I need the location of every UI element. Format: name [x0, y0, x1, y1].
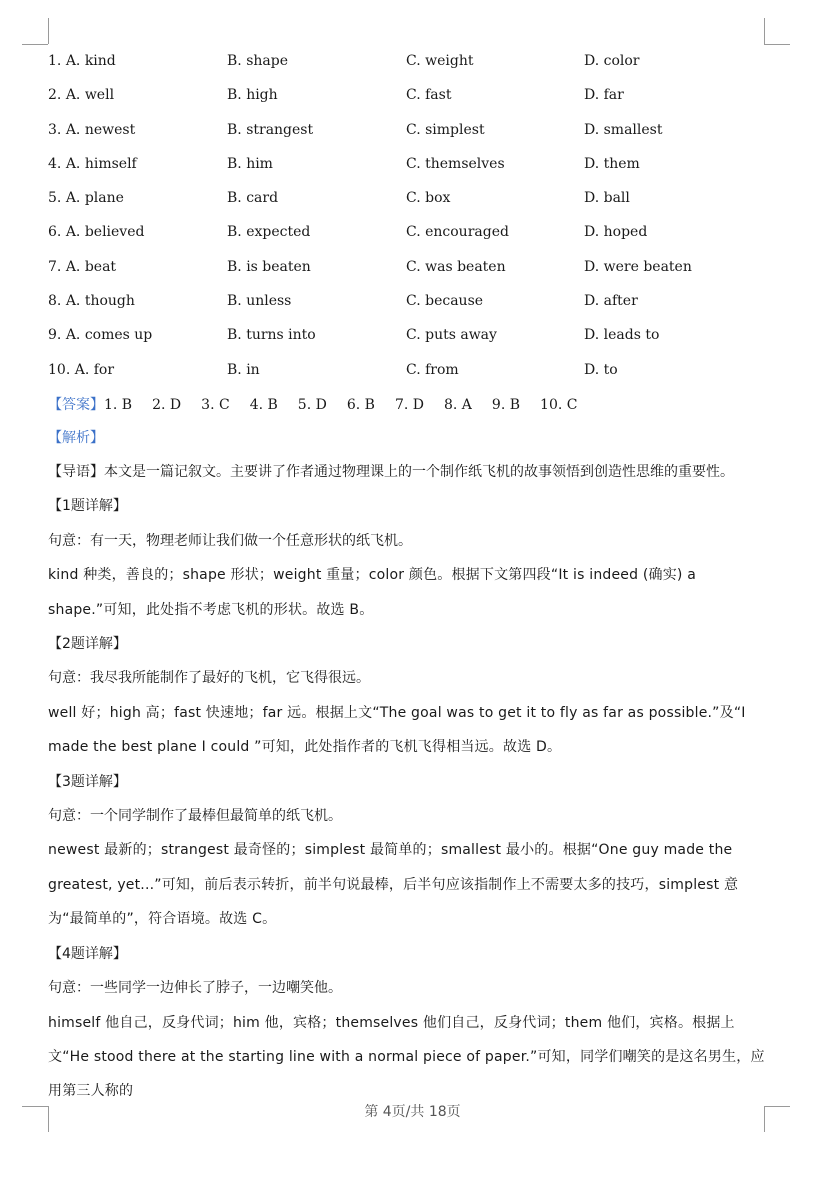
option-a: A. himself	[65, 155, 137, 172]
option-b: B. is beaten	[227, 258, 311, 275]
option-a: A. comes up	[65, 327, 153, 344]
question-number: 6.	[48, 224, 62, 241]
option-row	[48, 284, 788, 318]
option-c: C. puts away	[406, 327, 497, 344]
answer-list	[104, 397, 597, 413]
option-a: A. though	[65, 293, 135, 310]
option-a: A. plane	[65, 190, 124, 207]
question-number: 4.	[48, 155, 62, 172]
page-footer: 第 4页/共 18页	[364, 1104, 461, 1120]
option-c: C. fast	[406, 87, 452, 104]
option-c: C. was beaten	[406, 258, 506, 275]
crop-mark-top-left-h	[22, 44, 48, 45]
paragraph: 句意：一个同学制作了最棒但最简单的纸飞机。	[48, 808, 342, 825]
question-number: 8.	[48, 293, 62, 310]
option-b: B. high	[227, 87, 278, 104]
option-cell-a	[48, 147, 137, 181]
option-d: D. ball	[584, 190, 630, 207]
option-d: D. smallest	[584, 121, 663, 138]
option-row	[48, 113, 788, 147]
option-a: A. believed	[65, 224, 145, 241]
option-a: A. well	[65, 87, 115, 104]
analysis-tag: 【解析】	[48, 430, 104, 446]
answer-item: 6. B	[346, 397, 375, 413]
answer-item: 5. D	[297, 397, 327, 413]
option-b: B. strangest	[227, 121, 314, 138]
option-cell-a	[48, 181, 124, 215]
answer-item: 2. D	[152, 397, 182, 413]
option-c: C. box	[406, 190, 451, 207]
option-row	[48, 215, 788, 249]
option-c: C. encouraged	[406, 224, 509, 241]
option-row	[48, 44, 788, 78]
option-d: D. were beaten	[584, 258, 692, 275]
question-number: 3.	[48, 121, 62, 138]
option-a: A. for	[74, 361, 115, 378]
option-cell-a	[48, 353, 114, 387]
option-b: B. him	[227, 155, 273, 172]
option-d: D. leads to	[584, 327, 660, 344]
option-d: D. them	[584, 155, 640, 172]
paragraph: 句意：一些同学一边伸长了脖子，一边嘲笑他。	[48, 980, 342, 997]
question-number: 1.	[48, 53, 62, 69]
option-a: A. kind	[65, 53, 116, 69]
option-b: B. in	[227, 361, 260, 378]
crop-mark-top-right-v	[764, 18, 765, 44]
option-d: D. color	[584, 53, 640, 69]
option-d: D. hoped	[584, 224, 648, 241]
answer-item: 1. B	[104, 397, 133, 413]
paragraph: newest 最新的；strangest 最奇怪的；simplest 最简单的；smallest 最小的。根据“One guy made the greatest, yet...”可知，前后表示转折，前半句说最棒，后半句应该指制作上不需要太多的技巧，simplest 意为“最简单的”，符合语境。故选 C。	[48, 842, 739, 928]
question-number: 9.	[48, 327, 62, 344]
option-c: C. because	[406, 293, 484, 310]
options-list	[48, 44, 788, 387]
question-number: 5.	[48, 190, 62, 207]
question-number: 2.	[48, 87, 62, 104]
answer-item: 8. A	[444, 397, 472, 413]
option-b: B. card	[227, 190, 279, 207]
option-c: C. simplest	[406, 121, 485, 138]
crop-mark-top-left-v	[48, 18, 49, 44]
option-b: B. unless	[227, 293, 292, 310]
paragraph: kind 种类，善良的；shape 形状；weight 重量；color 颜色。根据下文第四段“It is indeed (确实) a shape.”可知，此处指不考虑飞机的形状。故选 B。	[48, 567, 696, 618]
option-d: D. far	[584, 87, 624, 104]
paragraph: 【导语】本文是一篇记叙文。主要讲了作者通过物理课上的一个制作纸飞机的故事领悟到创造性思维的重要性。	[48, 464, 734, 480]
paragraph: well 好；high 高；fast 快速地；far 远。根据上文“The goal was to get it to fly as far as possible.”及“I made the best plane I could ”可知，此处指作者的飞机飞得相当远。故选 D。	[48, 704, 746, 756]
option-cell-a	[48, 113, 135, 147]
option-b: B. expected	[227, 224, 311, 241]
section-heading: 【3题详解】	[48, 773, 127, 790]
option-cell-a	[48, 44, 116, 78]
option-row	[48, 318, 788, 352]
option-c: C. weight	[406, 53, 474, 69]
answer-line	[48, 393, 597, 417]
option-row	[48, 250, 788, 284]
paragraph: 句意：我尽我所能制作了最好的飞机，它飞得很远。	[48, 670, 370, 687]
option-a: A. newest	[65, 121, 136, 138]
option-b: B. shape	[227, 53, 288, 69]
answer-tag: 【答案】	[48, 397, 104, 413]
paragraph: 句意：有一天，物理老师让我们做一个任意形状的纸飞机。	[48, 532, 412, 549]
option-b: B. turns into	[227, 327, 316, 344]
option-cell-a	[48, 284, 135, 318]
option-row	[48, 181, 788, 215]
option-c: C. themselves	[406, 155, 505, 172]
section-heading: 【2题详解】	[48, 636, 127, 653]
paragraph: himself 他自己，反身代词；him 他，宾格；themselves 他们自己，反身代词；them 他们，宾格。根据上文“He stood there at the starting line with a normal piece of paper.”可知，同学们嘲笑的是这名男生，应用第三人称的	[48, 1014, 765, 1100]
answer-item: 4. B	[249, 397, 278, 413]
section-heading: 【1题详解】	[48, 498, 127, 515]
question-number: 7.	[48, 258, 62, 275]
option-c: C. from	[406, 361, 459, 378]
option-cell-a	[48, 78, 114, 112]
answer-item: 9. B	[491, 397, 521, 413]
section-heading: 【4题详解】	[48, 945, 127, 962]
answer-item: 10. C	[540, 397, 578, 413]
option-d: D. after	[584, 293, 638, 310]
option-cell-a	[48, 215, 144, 249]
option-a: A. beat	[65, 258, 117, 275]
option-cell-a	[48, 318, 152, 352]
answer-item: 7. D	[394, 397, 424, 413]
option-d: D. to	[584, 361, 618, 378]
option-row	[48, 353, 788, 387]
analysis-body	[48, 455, 770, 1109]
option-row	[48, 147, 788, 181]
option-row	[48, 78, 788, 112]
question-number: 10.	[48, 361, 71, 378]
answer-item: 3. C	[201, 397, 230, 413]
option-cell-a	[48, 250, 116, 284]
